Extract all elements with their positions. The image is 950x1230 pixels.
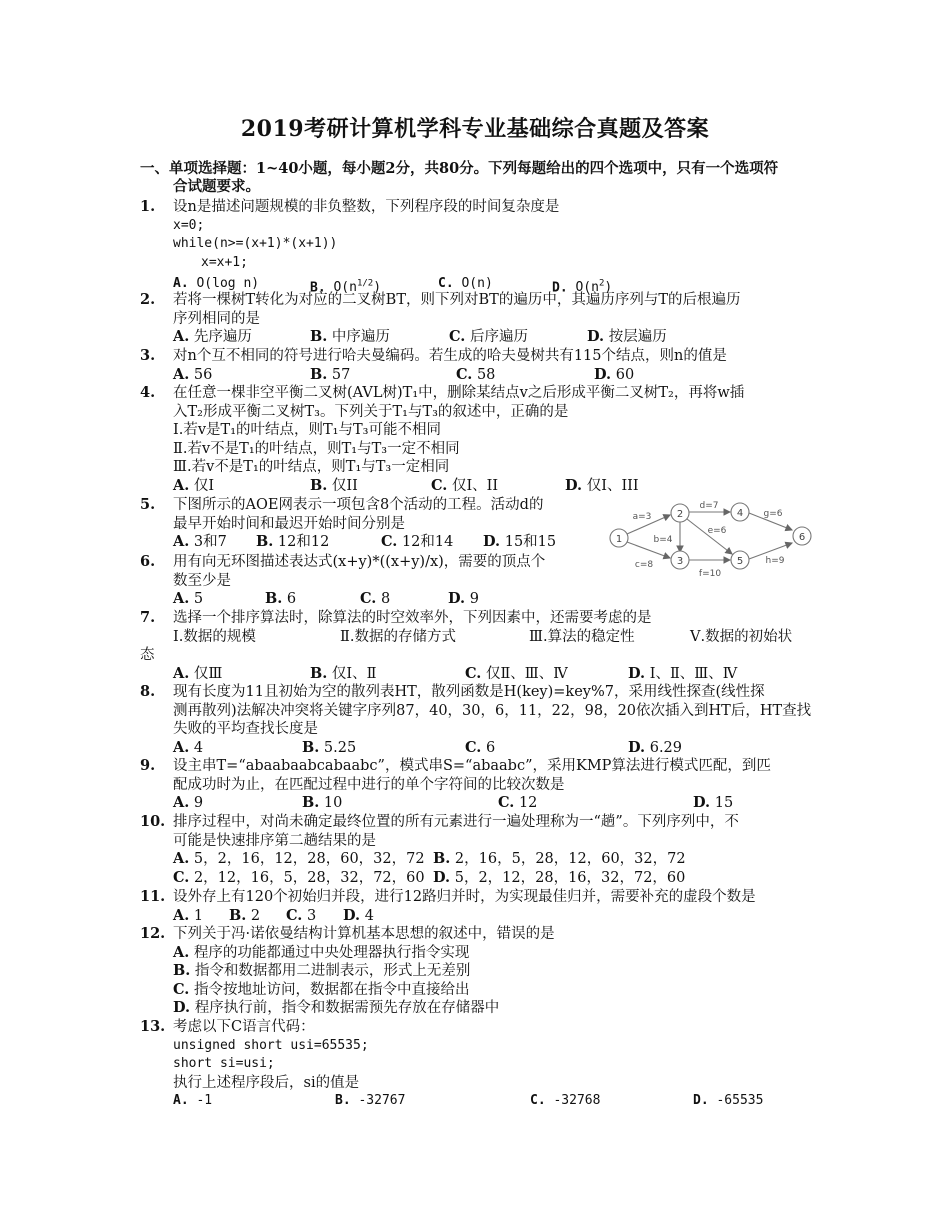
- question-stem: 失败的平均查找长度是: [173, 721, 318, 737]
- question-number: 10.: [140, 813, 166, 830]
- option-d: 程序执行前，指令和数据需预先存放在存储器中: [194, 1000, 500, 1016]
- option-c: 58: [476, 366, 496, 383]
- option-d: 9: [469, 591, 479, 607]
- options-row: A. 56 B. 57 C. 58 D. 60: [173, 365, 635, 383]
- edge-label: g=6: [763, 509, 783, 519]
- question-stem: 入T₂形成平衡二叉树T₃。下列关于T₁与T₃的叙述中，正确的是: [173, 403, 569, 420]
- statement: Ⅱ.若v不是T₁的叶结点，则T₁与T₃一定不相同: [173, 440, 460, 457]
- options-row: A. 5 B. 6 C. 8 D. 9: [173, 590, 479, 607]
- option-b: 2: [250, 907, 261, 924]
- edge-label: c=8: [634, 560, 654, 570]
- option-a: 程序的功能都通过中央处理器执行指令实现: [193, 944, 470, 961]
- option-c: 指令按地址访问，数据都在指令中直接给出: [193, 981, 470, 998]
- question-number: 4.: [140, 384, 156, 401]
- node-label: 3: [676, 556, 684, 567]
- option-b: 中序遍历: [331, 329, 390, 345]
- statement: Ⅲ.算法的稳定性: [529, 628, 635, 645]
- option-a: 5: [193, 591, 204, 607]
- option-b: 仅II: [331, 477, 358, 494]
- question-stem: 最早开始时间和最迟开始时间分别是: [173, 515, 405, 532]
- option-a: 5，2，16，12，28，60，32，72: [193, 851, 425, 867]
- option-c: 3: [306, 907, 317, 924]
- question-stem: 排序过程中，对尚未确定最终位置的所有元素进行一遍处理称为一“趟”。下列序列中，不: [173, 814, 739, 830]
- question-number: 9.: [140, 757, 156, 774]
- question-number: 2.: [140, 291, 156, 308]
- question-stem: 可能是快速排序第二趟结果的是: [173, 832, 376, 849]
- option-c: 12: [518, 795, 538, 811]
- question-number: 6.: [140, 553, 156, 570]
- option-d: 6.29: [649, 739, 683, 756]
- option-b: $O(n^{1/2})$: [333, 279, 382, 296]
- statement-row: [173, 628, 812, 647]
- section-header: [140, 160, 812, 196]
- question-9: [140, 757, 812, 813]
- question-13: [140, 1018, 812, 1111]
- options-row: A. 4 B. 5.25 C. 6 D. 6.29: [173, 738, 683, 756]
- edge-label: b=4: [653, 535, 673, 545]
- options-row: A. 9 B. 10 C. 12 D. 15: [173, 794, 734, 811]
- edge-label: a=3: [632, 512, 652, 522]
- question-number: 12.: [140, 925, 166, 942]
- question-stem: 选择一个排序算法时，除算法的时空效率外，下列因素中，还需要考虑的是: [173, 610, 652, 626]
- question-2: [140, 291, 812, 347]
- question-stem: 下列关于冯·诺依曼结构计算机基本思想的叙述中，错误的是: [173, 926, 555, 942]
- question-8: [140, 683, 812, 757]
- statement: Ⅲ.若v不是T₁的叶结点，则T₁与T₃一定相同: [173, 459, 450, 475]
- option-d: I、Ⅱ、Ⅲ、Ⅳ: [649, 665, 738, 682]
- statement: Ⅴ.数据的初始状: [690, 628, 793, 645]
- options-row: C. 2，12，16，5，28，32，72，60 D. 5，2，12，28，16，32，72，60: [173, 868, 686, 886]
- options-row: A. -1 B. -32767 C. -32768 D. -65535: [173, 1093, 764, 1108]
- edge-label: h=9: [765, 556, 785, 566]
- question-3: [140, 347, 812, 384]
- option-d: 15: [714, 795, 734, 811]
- option-d: 15和15: [504, 534, 557, 550]
- code-line: unsigned short usi=65535;: [173, 1037, 369, 1053]
- question-number: 8.: [140, 683, 156, 700]
- question-stem: 对n个互不相同的符号进行哈夫曼编码。若生成的哈夫曼树共有115个结点，则n的值是: [173, 348, 727, 364]
- option-b: 指令和数据都用二进制表示，形式上无差别: [194, 963, 471, 979]
- question-stem: 序列相同的是: [173, 310, 260, 327]
- statement: Ⅱ.数据的存储方式: [340, 628, 456, 645]
- question-number: 13.: [140, 1018, 166, 1035]
- question-stem: 配成功时为止，在匹配过程中进行的单个字符间的比较次数是: [173, 776, 565, 793]
- question-stem: 设n是描述问题规模的非负整数，下列程序段的时间复杂度是: [173, 199, 560, 215]
- section-line-2: 合试题要求。: [173, 178, 260, 195]
- question-stem: 测再散列)法解决冲突将关键字序列87，40，30，6，11，22，98，20依次插入到HT后，HT查找: [173, 702, 812, 719]
- options-row: A. 1 B. 2 C. 3 D. 4: [173, 906, 374, 924]
- question-number: 3.: [140, 347, 156, 364]
- statement: I.若v是T₁的叶结点，则T₁与T₃可能不相同: [173, 422, 441, 438]
- question-stem: 下图所示的AOE网表示一项包含8个活动的工程。活动d的: [173, 497, 544, 513]
- option-d: -65535: [716, 1093, 764, 1108]
- option-d: 5，2，12，28，16，32，72，60: [454, 869, 686, 886]
- edge-e: [687, 519, 732, 554]
- question-stem: 执行上述程序段后，si的值是: [173, 1074, 360, 1091]
- question-1: [140, 198, 812, 294]
- option-b: 仅I、Ⅱ: [331, 665, 377, 682]
- option-d: 仅I、III: [586, 477, 639, 494]
- option-d: 4: [364, 907, 374, 924]
- option-c: 仅Ⅱ、Ⅲ、Ⅳ: [485, 665, 568, 682]
- option-d: $O(n^2)$: [575, 279, 613, 296]
- option-a: 9: [193, 795, 204, 811]
- question-number: 1.: [140, 198, 156, 215]
- code-line: while(n>=(x+1)*(x+1)): [173, 236, 338, 251]
- options-row: A. 5，2，16，12，28，60，32，72 B. 2，16，5，28，12，60，32，72: [173, 850, 686, 867]
- option-d: 按层遍历: [608, 329, 667, 345]
- option-a: -1: [196, 1093, 213, 1108]
- code-line: x=0;: [173, 217, 205, 233]
- code-line: x=x+1;: [201, 254, 248, 270]
- question-number: 11.: [140, 888, 166, 905]
- question-number: 7.: [140, 609, 156, 626]
- option-a: 1: [193, 907, 204, 924]
- option-a: 3和7: [193, 534, 227, 550]
- question-stem: 若将一棵树T转化为对应的二叉树BT，则下列对BT的遍历中，其遍历序列与T的后根遍历: [173, 292, 741, 308]
- question-10: [140, 813, 812, 887]
- question-11: [140, 888, 812, 925]
- option-c: O(n): [461, 276, 493, 291]
- edge-label: f=10: [698, 569, 722, 579]
- option-b: -32767: [358, 1093, 406, 1108]
- edge-label: d=7: [699, 501, 719, 511]
- question-stem: 现有长度为11且初始为空的散列表HT，散列函数是H(key)=key%7，采用线性探查(线性探: [173, 684, 765, 700]
- option-a: O(log n): [196, 276, 260, 291]
- option-a: 仅I: [193, 477, 215, 494]
- question-6: [140, 553, 812, 609]
- options-row: A. 仅Ⅲ B. 仅I、Ⅱ C. 仅Ⅱ、Ⅲ、Ⅳ D. I、Ⅱ、Ⅲ、Ⅳ: [173, 664, 738, 682]
- question-stem: 数至少是: [173, 572, 231, 589]
- question-number: 5.: [140, 496, 156, 513]
- options-row: A. 仅I B. 仅II C. 仅I、II D. 仅I、III: [173, 476, 639, 494]
- option-d: 60: [615, 366, 635, 383]
- section-line-1: 一、单项选择题：1~40小题，每小题2分，共80分。下列每题给出的四个选项中，只有一个选项符: [140, 160, 779, 177]
- option-b: 6: [286, 591, 297, 607]
- options-row: A. O(log n) B. $O(n^{1/2})$ C. O(n) D. $O(n^2)$: [173, 276, 613, 296]
- option-c: 仅I、II: [451, 477, 499, 494]
- option-a: 56: [193, 366, 213, 383]
- option-b: 5.25: [323, 739, 357, 756]
- options-row: A. 3和7 B. 12和12 C. 12和14 D. 15和15: [173, 533, 557, 550]
- question-7: [140, 609, 812, 683]
- option-c: 后序遍历: [469, 329, 528, 345]
- option-a: 4: [193, 739, 204, 756]
- question-stem: 用有向无环图描述表达式(x+y)*((x+y)/x)，需要的顶点个: [173, 554, 546, 570]
- node-label: 2: [676, 509, 684, 520]
- node-label: 5: [736, 556, 744, 567]
- question-stem: 设主串T=“abaabaabcabaabc”，模式串S=“abaabc”，采用KMP算法进行模式匹配，到匹: [173, 758, 771, 774]
- node-label: 4: [736, 508, 744, 519]
- options-row: A. 先序遍历 B. 中序遍历 C. 后序遍历 D. 按层遍历: [173, 328, 667, 345]
- statement-wrap: 态: [140, 647, 155, 663]
- option-b: 10: [323, 795, 343, 811]
- option-b: 57: [331, 366, 351, 383]
- edge-label: e=6: [707, 526, 727, 536]
- question-4: [140, 384, 812, 495]
- option-a: 仅Ⅲ: [193, 665, 223, 682]
- option-c: 2，12，16，5，28，32，72，60: [193, 869, 425, 886]
- page-title: 2019考研计算机学科专业基础综合真题及答案: [240, 116, 710, 142]
- option-c: 6: [485, 739, 496, 756]
- option-a: 先序遍历: [193, 329, 252, 345]
- option-c: -32768: [553, 1093, 601, 1108]
- question-stem: 在任意一棵非空平衡二叉树(AVL树)T₁中，删除某结点v之后形成平衡二叉树T₂，再将w插: [173, 385, 745, 401]
- option-b: 2，16，5，28，12，60，32，72: [454, 851, 686, 867]
- node-label: 1: [615, 534, 623, 545]
- question-stem: 考虑以下C语言代码：: [173, 1019, 315, 1035]
- code-line: short si=usi;: [173, 1056, 275, 1071]
- statement: I.数据的规模: [173, 628, 256, 645]
- question-stem: 设外存上有120个初始归并段，进行12路归并时，为实现最佳归并，需要补充的虚段个数是: [173, 889, 756, 905]
- node-label: 6: [798, 532, 806, 543]
- question-12: 12. 下列关于冯·诺依曼结构计算机基本思想的叙述中，错误的是 A. 程序的功能都通过中央处理器执行指令实现 B. 指令和数据都用二进制表示，形式上无差别 C. 指令按地址访问，数据都在指令中直接给出 D. 程序执行前，指令和数据需预先存放在存储器中: [140, 925, 812, 1018]
- option-c: 12和14: [401, 534, 454, 550]
- option-c: 8: [380, 591, 391, 607]
- option-b: 12和12: [277, 534, 330, 550]
